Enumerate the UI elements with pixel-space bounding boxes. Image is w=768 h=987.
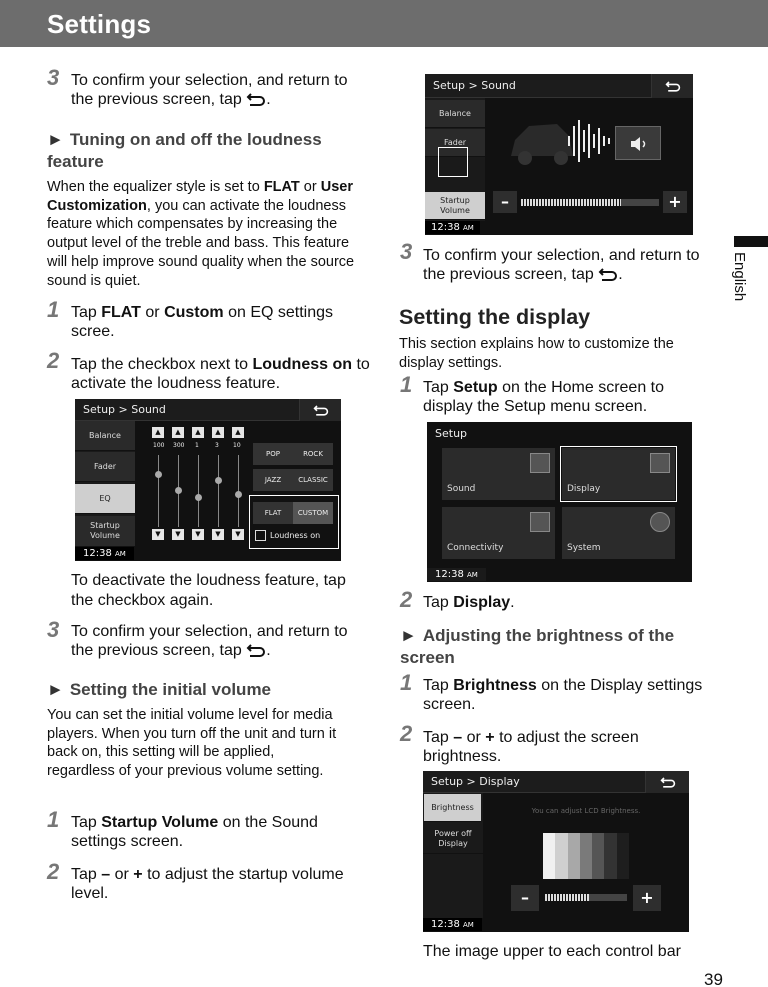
screen-title: Setup > Sound [83, 403, 166, 416]
speaker-panel [615, 126, 661, 160]
volume-level-bar [521, 199, 621, 206]
return-icon [246, 643, 266, 657]
sidebar-item-power-off-display[interactable]: Power off Display [423, 824, 483, 854]
sound-wave-icon [565, 116, 615, 166]
step-number: 3 [47, 65, 60, 90]
brightness-bar-remaining [589, 894, 627, 901]
eq-up-arrow[interactable]: ▲ [172, 427, 184, 438]
display-step-1: Tap Setup on the Home screen to display the Setup menu screen. [423, 379, 665, 415]
setup-menu-screenshot [427, 422, 692, 582]
eq-slider-knob[interactable] [195, 494, 202, 501]
brightness-level-bar [545, 894, 589, 901]
triangle-bullet-icon: ► [400, 626, 417, 645]
sidebar-item-brightness[interactable]: Brightness [424, 794, 481, 822]
page-number: 39 [704, 970, 723, 987]
eq-down-arrow[interactable]: ▼ [192, 529, 204, 540]
eq-slider-track[interactable] [158, 455, 159, 527]
return-icon [246, 92, 266, 106]
triangle-bullet-icon: ► [47, 130, 64, 149]
eq-down-arrow[interactable]: ▼ [152, 529, 164, 540]
globe-icon [650, 512, 670, 532]
sidebar-item-balance[interactable]: Balance [75, 421, 135, 451]
brightness-step-1: Tap Brightness on the Display settings screen. [423, 677, 703, 713]
page-title: Settings [47, 9, 152, 39]
loudness-step-2: Tap the checkbox next to Loudness on to activate the loudness feature. [71, 356, 370, 392]
loudness-heading: ► Tuning on and off the loudness feature [47, 130, 322, 171]
page-header [0, 0, 768, 47]
return-icon [660, 776, 676, 788]
preset-custom-button[interactable]: CUSTOM [293, 502, 333, 524]
sidebar-item-fader[interactable]: Fader [75, 452, 135, 482]
clock: 12:38 AM [75, 547, 134, 560]
step-number: 2 [47, 859, 60, 884]
confirm-step-text: To confirm your selection, and return to the previous screen, tap . [71, 72, 348, 108]
screen-title: Setup > Display [431, 775, 520, 788]
initial-volume-step-1: Tap Startup Volume on the Sound settings screen. [71, 814, 318, 850]
grayscale-test-pattern [543, 833, 629, 879]
preset-classic-button[interactable]: CLASSIC [293, 469, 333, 491]
step-number: 1 [400, 670, 413, 695]
step-number: 1 [400, 372, 413, 397]
display-brightness-screenshot [423, 771, 689, 932]
highlight-box [438, 147, 468, 177]
loudness-intro: When the equalizer style is set to FLAT or User Customization, you can activate the loudness feature which compensates by increasing the output level of the treble and bass. This feature will help improve sound quality when the source sound is quiet. [47, 179, 355, 289]
clock: 12:38 AM [425, 221, 480, 234]
step-number: 2 [400, 721, 413, 746]
sidebar-item-startup-volume[interactable]: Startup Volume [425, 192, 485, 220]
eq-slider-track[interactable] [218, 455, 219, 527]
eq-down-arrow[interactable]: ▼ [212, 529, 224, 540]
brightness-tail-text: The image upper to each control bar [423, 943, 681, 960]
setup-tile-display[interactable]: Display [562, 448, 675, 500]
eq-down-arrow[interactable]: ▼ [232, 529, 244, 540]
eq-slider-knob[interactable] [235, 491, 242, 498]
preset-rock-button[interactable]: ROCK [293, 443, 333, 465]
sidebar-item-balance[interactable]: Balance [425, 100, 485, 128]
return-icon [665, 80, 681, 92]
setup-tile-connectivity[interactable]: Connectivity [442, 507, 555, 559]
loudness-step-1: Tap FLAT or Custom on EQ settings scree. [71, 304, 334, 340]
screen-sidebar [425, 98, 485, 221]
step-number: 1 [47, 807, 60, 832]
loudness-checkbox[interactable] [255, 530, 266, 541]
display-intro: This section explains how to customize the display settings. [399, 336, 674, 371]
speaker-icon [530, 453, 550, 473]
setup-tile-sound[interactable]: Sound [442, 448, 555, 500]
sidebar-item-eq[interactable]: EQ [75, 484, 135, 514]
back-button[interactable] [645, 771, 689, 793]
step-number: 3 [47, 617, 60, 642]
initial-volume-heading: ► Setting the initial volume [47, 680, 272, 699]
language-tab-label: English [731, 252, 748, 302]
back-button[interactable] [651, 74, 693, 98]
eq-up-arrow[interactable]: ▲ [212, 427, 224, 438]
sidebar-item-startup-volume[interactable]: Startup Volume [75, 516, 135, 547]
step-number: 1 [47, 297, 60, 322]
display-heading: Setting the display [399, 305, 591, 329]
eq-up-arrow[interactable]: ▲ [232, 427, 244, 438]
brightness-minus-button[interactable]: – [511, 885, 539, 911]
loudness-label: Loudness on [270, 531, 321, 540]
eq-slider-knob[interactable] [175, 487, 182, 494]
step-number: 2 [47, 348, 60, 373]
connectivity-icon [530, 512, 550, 532]
step-number: 3 [400, 239, 413, 264]
initial-volume-step-2: Tap – or + to adjust the startup volume level. [71, 866, 344, 902]
return-icon [598, 267, 618, 281]
preset-jazz-button[interactable]: JAZZ [253, 469, 293, 491]
screen-title: Setup [435, 427, 468, 440]
brightness-step-2: Tap – or + to adjust the screen brightness. [423, 729, 639, 765]
loudness-step-3: To confirm your selection, and return to the previous screen, tap . [71, 623, 348, 659]
clock: 12:38 AM [427, 568, 486, 581]
volume-plus-button[interactable]: + [663, 191, 687, 213]
volume-minus-button[interactable]: – [493, 191, 517, 213]
deactivate-text: To deactivate the loudness feature, tap the checkbox again. [71, 572, 346, 609]
speaker-icon [629, 136, 649, 152]
eq-slider-knob[interactable] [155, 471, 162, 478]
language-tab-marker [734, 236, 768, 247]
preset-flat-button[interactable]: FLAT [253, 502, 293, 524]
brightness-plus-button[interactable]: + [633, 885, 661, 911]
startup-volume-screenshot [425, 74, 693, 235]
screen-title: Setup > Sound [433, 79, 516, 92]
return-icon [313, 404, 329, 416]
preset-pop-button[interactable]: POP [253, 443, 293, 465]
volume-bar-remaining [621, 199, 659, 206]
back-button[interactable] [299, 399, 341, 421]
brightness-message: You can adjust LCD Brightness. [531, 807, 641, 815]
eq-up-arrow[interactable]: ▲ [192, 427, 204, 438]
screen-sidebar [75, 421, 135, 547]
display-icon [650, 453, 670, 473]
eq-settings-screenshot: Setup > Sound Balance Fader EQ Startup Volume 12:38 AM ▲ ▲ ▲ ▲ ▲ 100 300 1 3 10 ▼ ▼ ▼ ▼ ▼ POP ROCK JAZZ CLASSIC FLAT CUSTOM Loudness on [75, 399, 341, 561]
eq-slider-knob[interactable] [215, 477, 222, 484]
screen-sidebar [423, 793, 483, 918]
clock: 12:38 AM [423, 918, 482, 931]
confirm-step-text: To confirm your selection, and return to the previous screen, tap . [423, 247, 700, 283]
eq-slider-track[interactable] [198, 455, 199, 527]
eq-up-arrow[interactable]: ▲ [152, 427, 164, 438]
triangle-bullet-icon: ► [47, 680, 64, 699]
display-step-2: Tap Display. [423, 594, 515, 611]
initial-volume-intro: You can set the initial volume level for media players. When you turn off the unit and turn it back on, this setting will be applied, regardless of your previous volume setting. [47, 707, 337, 780]
sidebar-item-fader[interactable]: Fader [425, 129, 485, 157]
step-number: 2 [400, 587, 413, 612]
eq-down-arrow[interactable]: ▼ [172, 529, 184, 540]
brightness-heading: ► Adjusting the brightness of the screen [400, 626, 675, 667]
setup-tile-system[interactable]: System [562, 507, 675, 559]
screen-title-bar [427, 422, 692, 444]
